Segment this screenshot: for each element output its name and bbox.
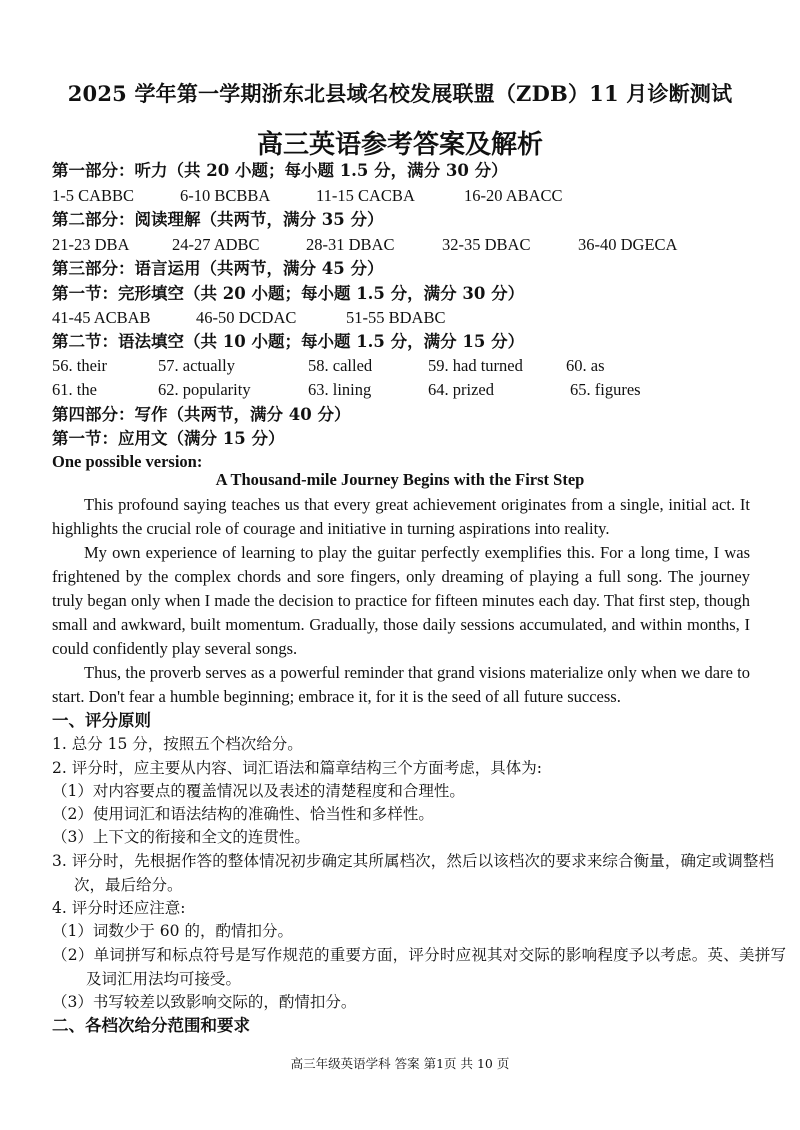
part1-answer: 6-10 BCBBA xyxy=(180,186,271,205)
part3-section2-heading: 第二节：语法填空（共 10 小题；每小题 1.5 分，满分 15 分） xyxy=(52,332,525,351)
scoring-item: 2. 评分时，应主要从内容、词汇语法和篇章结构三个方面考虑，具体为: xyxy=(52,759,542,777)
scoring-item: （3）上下文的衔接和全文的连贯性。 xyxy=(52,828,310,846)
grammar-answer: 60. as xyxy=(566,356,605,375)
part1-answer: 11-15 CACBA xyxy=(316,186,415,205)
scoring-item: （1）词数少于 60 的，酌情扣分。 xyxy=(52,922,293,940)
part2-answer: 32-35 DBAC xyxy=(442,235,531,254)
part3-heading: 第三部分：语言运用（共两节，满分 45 分） xyxy=(52,259,384,278)
part1-heading: 第一部分：听力（共 20 小题；每小题 1.5 分，满分 30 分） xyxy=(52,161,508,180)
grammar-answer: 56. their xyxy=(52,356,107,375)
scoring-item: 3. 评分时，先根据作答的整体情况初步确定其所属档次，然后以该档次的要求来综合衡量，确定或调整档次，最后给分。 xyxy=(52,852,774,894)
part3-section1-heading: 第一节：完形填空（共 20 小题；每小题 1.5 分，满分 30 分） xyxy=(52,284,525,303)
grammar-answer: 58. called xyxy=(308,356,373,375)
grammar-answer: 62. popularity xyxy=(158,380,251,399)
part1-answer: 16-20 ABACC xyxy=(464,186,563,205)
grammar-answer: 57. actually xyxy=(158,356,235,375)
scoring-item: （1）对内容要点的覆盖情况以及表述的清楚程度和合理性。 xyxy=(52,782,465,800)
essay-paragraph: This profound saying teaches us that every great achievement originates from a single, initial act. It highlights the crucial role of courage and initiative in turning aspirations into reality. xyxy=(52,495,750,538)
grammar-answer: 61. the xyxy=(52,380,97,399)
scoring-levels-heading: 二、各档次给分范围和要求 xyxy=(52,1016,250,1035)
part2-answer: 36-40 DGECA xyxy=(578,235,678,254)
exam-title: 2025 学年第一学期浙东北县域名校发展联盟（ZDB）11 月诊断测试 xyxy=(67,81,733,106)
cloze-answer: 46-50 DCDAC xyxy=(196,308,297,327)
part4-section1-heading: 第一节：应用文（满分 15 分） xyxy=(52,429,285,448)
answer-key-title: 高三英语参考答案及解析 xyxy=(256,130,543,160)
grammar-answer: 65. figures xyxy=(570,380,641,399)
grammar-answer: 63. lining xyxy=(308,380,372,399)
essay-paragraph: My own experience of learning to play the guitar perfectly exemplifies this. For a long time, I was frightened by the complex chords and sore fingers, only dreaming of playing a full song. The journey truly began only when I made the decision to practice for fifteen minutes each day. That first step, though small and awkward, built momentum. Gradually, those daily sessions accumulated, and within months, I could confidently play several songs. xyxy=(52,543,750,658)
version-label: One possible version: xyxy=(52,452,203,471)
cloze-answer: 41-45 ACBAB xyxy=(52,308,151,327)
part2-answer: 28-31 DBAC xyxy=(306,235,395,254)
essay-paragraph: Thus, the proverb serves as a powerful reminder that grand visions materialize only when we dare to start. Don't fear a humble beginning; embrace it, for it is the seed of all future success. xyxy=(52,663,750,706)
scoring-item: （2）使用词汇和语法结构的准确性、恰当性和多样性。 xyxy=(52,805,434,823)
part2-answer: 21-23 DBA xyxy=(52,235,130,254)
page-footer: 高三年级英语学科 答案 第1页 共 10 页 xyxy=(290,1056,510,1071)
scoring-principles-heading: 一、评分原则 xyxy=(52,711,151,730)
part1-answer: 1-5 CABBC xyxy=(52,186,135,205)
cloze-answer: 51-55 BDABC xyxy=(346,308,446,327)
part4-heading: 第四部分：写作（共两节，满分 40 分） xyxy=(52,405,351,424)
scoring-item: 1. 总分 15 分，按照五个档次给分。 xyxy=(52,735,303,753)
scoring-item: （2）单词拼写和标点符号是写作规范的重要方面，评分时应视其对交际的影响程度予以考虑。英、美拼写及词汇用法均可接受。 xyxy=(52,946,786,988)
part2-answer: 24-27 ADBC xyxy=(172,235,260,254)
grammar-answer: 64. prized xyxy=(428,380,494,399)
grammar-answer: 59. had turned xyxy=(428,356,523,375)
scoring-item: （3）书写较差以致影响交际的，酌情扣分。 xyxy=(52,993,357,1011)
essay-title: A Thousand-mile Journey Begins with the First Step xyxy=(215,470,585,489)
scoring-item: 4. 评分时还应注意: xyxy=(52,899,186,917)
part2-heading: 第二部分：阅读理解（共两节，满分 35 分） xyxy=(52,210,384,229)
